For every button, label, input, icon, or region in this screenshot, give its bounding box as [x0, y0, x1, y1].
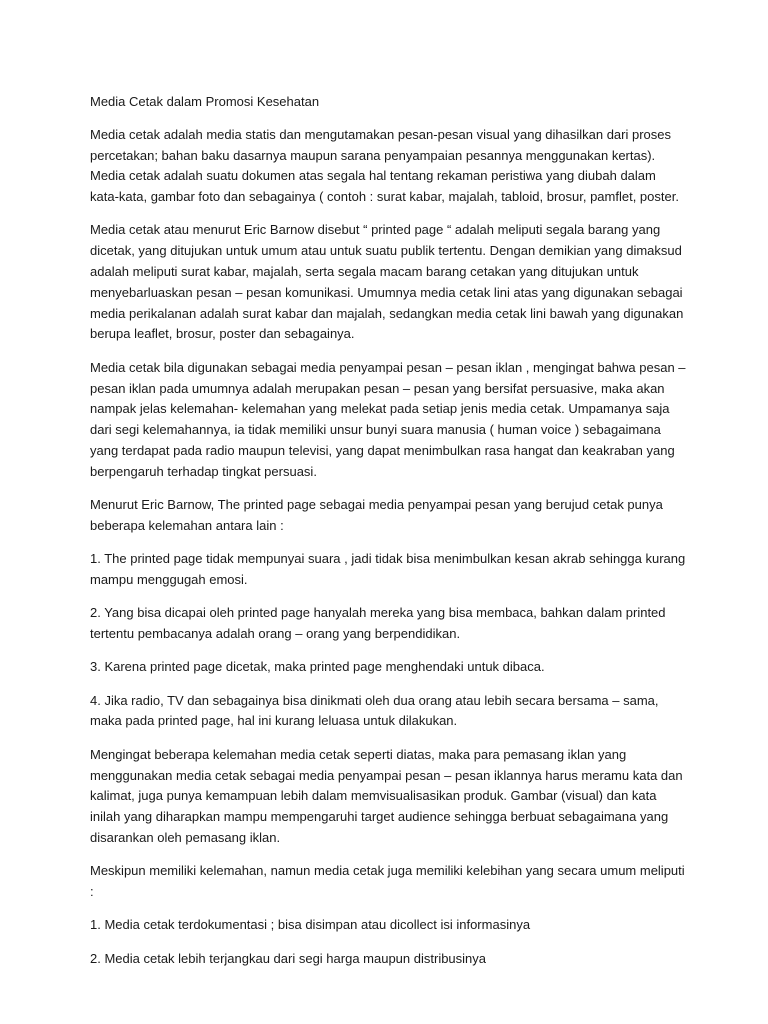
list-item: 1. The printed page tidak mempunyai suara , jadi tidak bisa menimbulkan kesan akrab sehingga kurang mampu menggugah emosi.: [90, 551, 686, 587]
list-item: 4. Jika radio, TV dan sebagainya bisa dinikmati oleh dua orang atau lebih secara bersama – sama, maka pada printed page, hal ini kurang leluasa untuk dilakukan.: [90, 692, 659, 729]
paragraph: Media cetak adalah media statis dan mengutamakan pesan-pesan visual yang dihasilkan dari proses percetakan; bahan baku dasarnya maupun sarana penyampaian pesannya menggunakan kertas). Media cetak adalah suatu dokumen atas segala hal tentang rekaman peristiwa yang diubah dalam kata-kata, gambar foto dan sebagainya ( contoh : surat kabar, majalah, tabloid, brosur, pamflet, poster.: [90, 126, 679, 205]
paragraph: Menurut Eric Barnow, The printed page sebagai media penyampai pesan yang berujud cetak punya beberapa kelemahan antara lain :: [90, 497, 663, 533]
paragraph: Media cetak atau menurut Eric Barnow disebut “ printed page “ adalah meliputi segala barang yang dicetak, yang ditujukan untuk umum atau untuk suatu publik tertentu. Dengan demikian yang dimaksud adalah meliputi surat kabar, majalah, serta segala macam barang cetakan yang ditujukan untuk menyebarluaskan pesan – pesan komunikasi. Umumnya media cetak lini atas yang digunakan sebagai media perikalanan adalah surat kabar dan majalah, sedangkan media cetak lini bawah yang digunakan berupa leaflet, brosur, poster dan sebagainya.: [90, 222, 684, 342]
document-page: [90, 92, 686, 982]
paragraph: Media cetak bila digunakan sebagai media penyampai pesan – pesan iklan , mengingat bahwa pesan – pesan iklan pada umumnya adalah merupakan pesan – pesan yang bersifat persuasive, maka akan nampak jelas kelemahan- kelemahan yang melekat pada setiap jenis media cetak. Umpamanya saja dari segi kelemahannya, ia tidak memiliki unsur bunyi suara manusia ( human voice ) sebagaimana yang terdapat pada radio maupun televisi, yang dapat menimbulkan rasa hangat dan keakraban yang berpengaruh terhadap tingkat persuasi.: [90, 359, 686, 479]
document-title: Media Cetak dalam Promosi Kesehatan: [90, 94, 320, 109]
list-item: 2. Media cetak lebih terjangkau dari segi harga maupun distribusinya: [90, 950, 487, 966]
list-item: 1. Media cetak terdokumentasi ; bisa disimpan atau dicollect isi informasinya: [90, 917, 531, 933]
paragraph: Mengingat beberapa kelemahan media cetak seperti diatas, maka para pemasang iklan yang menggunakan media cetak sebagai media penyampai pesan – pesan iklannya harus meramu kata dan kalimat, juga punya kemampuan lebih dalam memvisualisasikan produk. Gambar (visual) dan kata inilah yang diharapkan mampu mempengaruhi target audience sehingga berbuat sebagaimana yang disarankan oleh pemasang iklan.: [90, 746, 683, 845]
list-item: 3. Karena printed page dicetak, maka printed page menghendaki untuk dibaca.: [90, 659, 545, 675]
paragraph: Meskipun memiliki kelemahan, namun media cetak juga memiliki kelebihan yang secara umum meliputi :: [90, 863, 685, 899]
list-item: 2. Yang bisa dicapai oleh printed page hanyalah mereka yang bisa membaca, bahkan dalam printed tertentu pembacanya adalah orang – orang yang berpendidikan.: [90, 605, 666, 642]
